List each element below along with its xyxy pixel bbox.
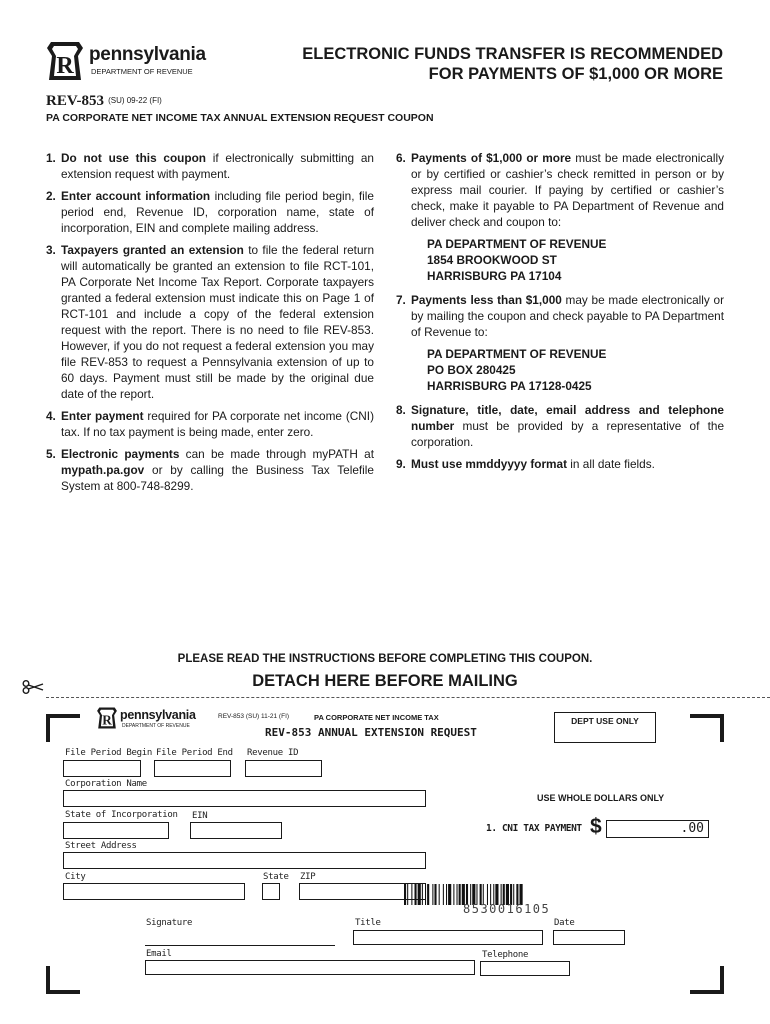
logo-wordmark: pennsylvania [89,44,206,65]
instruction-item [46,242,374,402]
item-text: Payments of $1,000 or more must be made electronically or by certified or cashier’s check remitted in person or by express mail courier. If paying by certified or cashier’s check, make it payable to PA Department of Revenue and deliver check and coupon to: [411,151,724,229]
title-label: Title [355,918,381,928]
page-subtitle: PA CORPORATE NET INCOME TAX ANNUAL EXTENSION REQUEST COUPON [46,112,434,124]
file-period-begin-label: File Period Begin [65,748,153,758]
item-text: Enter account information including file period begin, file period end, Revenue ID, corporation name, state of incorporation, EIN and complete mailing address. [61,189,374,235]
file-period-end-label: File Period End [156,748,233,758]
state-field[interactable] [262,883,280,900]
detach-heading: DETACH HERE BEFORE MAILING [252,672,518,690]
item-number: 6. [396,151,406,165]
whole-dollars-note: USE WHOLE DOLLARS ONLY [537,793,665,803]
date-field[interactable] [553,930,625,945]
instructions-left [46,150,374,500]
dollar-sign-icon: $ [590,815,602,838]
form-number: REV-853 [46,93,105,109]
read-instructions-notice: PLEASE READ THE INSTRUCTIONS BEFORE COMPLETING THIS COUPON. [177,653,593,665]
ein-label: EIN [192,811,208,821]
instruction-item [396,456,724,472]
ein-field[interactable] [190,822,282,839]
form-version: (SU) 09-22 (FI) [108,96,162,105]
item-text: Taxpayers granted an extension to file the federal return will automatically be granted an extension to file RCT-101, PA Corporate Net Income Tax Report. Corporate taxpayers granted a federal extension must indicate this on Page 1 of RCT-101 and include a copy of the federal extension request with the report. There is no need to file REV-853. However, if you do not request a federal extension you may file REV-853 to request a Pennsylvania extension of up to 60 days. Payment must still be made by the original due date of the report. [61,243,375,401]
city-field[interactable] [63,883,245,900]
keystone-logo-icon [96,706,118,730]
svg-text:R: R [102,712,112,728]
state-label: State [263,872,289,882]
state-of-incorporation-field[interactable] [63,822,169,839]
signature-label: Signature [146,918,193,928]
file-period-end-field[interactable] [154,760,231,777]
cni-tax-payment-label: 1. CNI TAX PAYMENT [486,823,582,834]
item-number: 3. [46,243,56,257]
item-text: Do not use this coupon if electronically submitting an extension request with payment. [61,151,374,181]
revenue-id-label: Revenue ID [247,748,299,758]
street-address-label: Street Address [65,841,137,851]
city-label: City [65,872,86,882]
corner-mark-bottom-right [690,966,724,994]
item-number: 7. [396,293,406,307]
state-of-incorporation-label: State of Incorporation [65,810,178,820]
street-address-field[interactable] [63,852,426,869]
mailing-address-pobox: PA DEPARTMENT OF REVENUE PO BOX 280425 HARRISBURG PA 17128-0425 [427,347,607,393]
title-field[interactable] [353,930,543,945]
mailing-address-express: PA DEPARTMENT OF REVENUE 1854 BROOKWOOD ST HARRISBURG PA 17104 [427,237,607,283]
mypath-link[interactable]: mypath.pa.gov [61,463,145,477]
zip-label: ZIP [300,872,316,882]
cents-suffix: .00 [680,821,704,836]
instruction-item [396,402,724,450]
item-number: 9. [396,457,406,471]
scissors-icon [22,680,44,694]
corner-mark-top-right [690,714,724,742]
coupon-logo-wordmark: pennsylvania [120,708,196,722]
coupon-title: REV-853 ANNUAL EXTENSION REQUEST [265,726,477,739]
email-label: Email [146,949,172,959]
telephone-label: Telephone [482,950,529,960]
date-label: Date [554,918,575,928]
telephone-field[interactable] [480,961,570,976]
item-number: 2. [46,189,56,203]
eft-notice-line2: FOR PAYMENTS OF $1,000 OR MORE [428,65,723,83]
instruction-item [46,188,374,236]
instruction-item [396,150,724,230]
coupon-logo-department: DEPARTMENT OF REVENUE [122,723,190,729]
coupon-form-code: REV-853 (SU) 11-21 (FI) [218,713,290,720]
item-text: Enter payment required for PA corporate net income (CNI) tax. If no tax payment is being made, enter zero. [61,409,374,439]
instruction-item [396,292,724,340]
cni-tax-payment-field[interactable] [606,820,709,838]
item-number: 5. [46,447,56,461]
item-number: 4. [46,409,56,423]
file-period-begin-field[interactable] [63,760,141,777]
revenue-id-field[interactable] [245,760,322,777]
item-text: Signature, title, date, email address and telephone number must be provided by a representative of the corporation. [411,403,724,449]
instructions-right [396,150,724,478]
item-text: Must use mmddyyyy format in all date fields. [411,457,655,471]
instruction-item [46,150,374,182]
corner-mark-bottom-left [46,966,80,994]
item-text: Electronic payments can be made through myPATH at mypath.pa.gov or by calling the Business Tax Telefile System at 800-748-8299. [61,447,374,493]
instruction-item [46,446,374,494]
item-number: 8. [396,403,406,417]
signature-line[interactable] [145,945,335,946]
coupon-tax-name: PA CORPORATE NET INCOME TAX [314,713,439,722]
corner-mark-top-left [46,714,80,742]
corporation-name-label: Corporation Name [65,779,147,789]
instruction-item [46,408,374,440]
form-code [46,92,162,110]
barcode-number: 8530016105 [463,902,551,916]
eft-notice-line1: ELECTRONIC FUNDS TRANSFER IS RECOMMENDED [302,45,723,63]
logo-department: DEPARTMENT OF REVENUE [91,67,193,76]
detach-cut-line [46,697,770,698]
email-field[interactable] [145,960,475,975]
svg-text:R: R [56,53,74,79]
keystone-logo-icon [45,40,85,82]
corporation-name-field[interactable] [63,790,426,807]
dept-use-only-box: DEPT USE ONLY [554,712,656,743]
item-text: Payments less than $1,000 may be made electronically or by mailing the coupon and check payable to PA Department of Revenue to: [411,293,724,339]
item-number: 1. [46,151,56,165]
